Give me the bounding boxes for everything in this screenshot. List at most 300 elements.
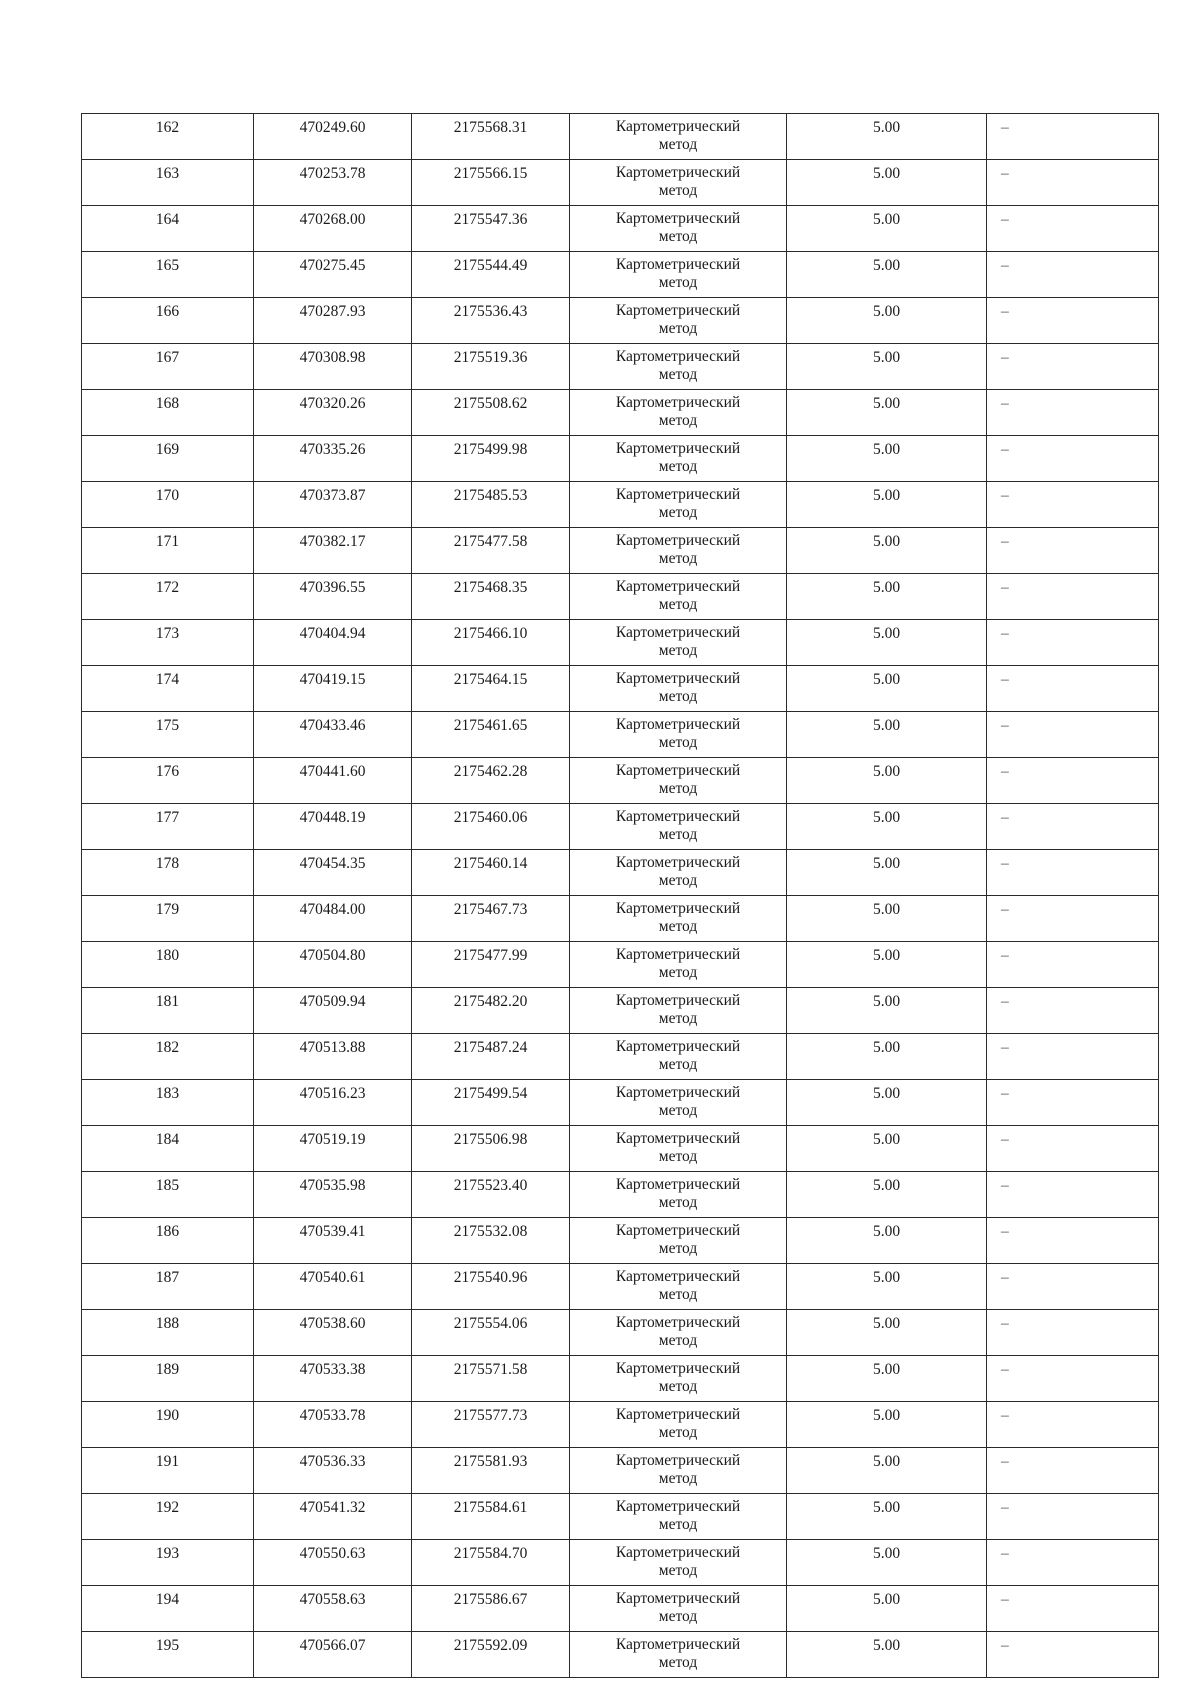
note-cell: – bbox=[987, 1632, 1159, 1678]
accuracy-cell: 5.00 bbox=[787, 712, 987, 758]
method-cell bbox=[570, 896, 787, 942]
method-label-line2: метод bbox=[658, 1654, 698, 1671]
accuracy-cell: 5.00 bbox=[787, 206, 987, 252]
point-number-cell: 180 bbox=[82, 942, 254, 988]
y-coordinate-cell: 2175460.06 bbox=[412, 804, 570, 850]
y-coordinate-cell: 2175485.53 bbox=[412, 482, 570, 528]
method-label-line1: Картометрический bbox=[615, 1590, 741, 1607]
method-label-line1: Картометрический bbox=[615, 302, 741, 319]
note-cell: – bbox=[987, 620, 1159, 666]
method-cell bbox=[570, 298, 787, 344]
method-label-line2: метод bbox=[658, 734, 698, 751]
y-coordinate-cell: 2175554.06 bbox=[412, 1310, 570, 1356]
x-coordinate-cell: 470275.45 bbox=[254, 252, 412, 298]
table-row bbox=[82, 1540, 1159, 1586]
accuracy-cell: 5.00 bbox=[787, 942, 987, 988]
table-row bbox=[82, 1632, 1159, 1678]
point-number-cell: 181 bbox=[82, 988, 254, 1034]
method-label-line1: Картометрический bbox=[615, 486, 741, 503]
x-coordinate-cell: 470566.07 bbox=[254, 1632, 412, 1678]
accuracy-cell: 5.00 bbox=[787, 988, 987, 1034]
accuracy-cell: 5.00 bbox=[787, 804, 987, 850]
method-label-line1: Картометрический bbox=[615, 946, 741, 963]
method-label-line2: метод bbox=[658, 320, 698, 337]
table-row bbox=[82, 1126, 1159, 1172]
point-number-cell: 171 bbox=[82, 528, 254, 574]
point-number-cell: 183 bbox=[82, 1080, 254, 1126]
x-coordinate-cell: 470373.87 bbox=[254, 482, 412, 528]
table-row bbox=[82, 344, 1159, 390]
x-coordinate-cell: 470308.98 bbox=[254, 344, 412, 390]
method-label-line2: метод bbox=[658, 550, 698, 567]
note-cell: – bbox=[987, 1218, 1159, 1264]
note-cell: – bbox=[987, 1126, 1159, 1172]
y-coordinate-cell: 2175464.15 bbox=[412, 666, 570, 712]
y-coordinate-cell: 2175482.20 bbox=[412, 988, 570, 1034]
method-label-line1: Картометрический bbox=[615, 900, 741, 917]
table-row bbox=[82, 988, 1159, 1034]
method-label-line1: Картометрический bbox=[615, 1176, 741, 1193]
point-number-cell: 187 bbox=[82, 1264, 254, 1310]
table-row bbox=[82, 850, 1159, 896]
accuracy-cell: 5.00 bbox=[787, 1494, 987, 1540]
method-cell bbox=[570, 1172, 787, 1218]
accuracy-cell: 5.00 bbox=[787, 1264, 987, 1310]
method-label-line1: Картометрический bbox=[615, 256, 741, 273]
point-number-cell: 164 bbox=[82, 206, 254, 252]
y-coordinate-cell: 2175532.08 bbox=[412, 1218, 570, 1264]
x-coordinate-cell: 470320.26 bbox=[254, 390, 412, 436]
method-label-line2: метод bbox=[658, 1286, 698, 1303]
x-coordinate-cell: 470535.98 bbox=[254, 1172, 412, 1218]
x-coordinate-cell: 470539.41 bbox=[254, 1218, 412, 1264]
accuracy-cell: 5.00 bbox=[787, 1540, 987, 1586]
y-coordinate-cell: 2175460.14 bbox=[412, 850, 570, 896]
table-row bbox=[82, 160, 1159, 206]
method-label-line1: Картометрический bbox=[615, 210, 741, 227]
method-label-line1: Картометрический bbox=[615, 1314, 741, 1331]
method-label-line2: метод bbox=[658, 1562, 698, 1579]
method-cell bbox=[570, 206, 787, 252]
accuracy-cell: 5.00 bbox=[787, 252, 987, 298]
point-number-cell: 189 bbox=[82, 1356, 254, 1402]
point-number-cell: 185 bbox=[82, 1172, 254, 1218]
table-row bbox=[82, 1448, 1159, 1494]
method-cell bbox=[570, 1126, 787, 1172]
y-coordinate-cell: 2175544.49 bbox=[412, 252, 570, 298]
y-coordinate-cell: 2175461.65 bbox=[412, 712, 570, 758]
table-row bbox=[82, 528, 1159, 574]
note-cell: – bbox=[987, 574, 1159, 620]
method-label-line2: метод bbox=[658, 504, 698, 521]
accuracy-cell: 5.00 bbox=[787, 620, 987, 666]
y-coordinate-cell: 2175523.40 bbox=[412, 1172, 570, 1218]
y-coordinate-cell: 2175519.36 bbox=[412, 344, 570, 390]
method-label-line1: Картометрический bbox=[615, 578, 741, 595]
table-row bbox=[82, 804, 1159, 850]
table-row bbox=[82, 114, 1159, 160]
note-cell: – bbox=[987, 1264, 1159, 1310]
method-label-line1: Картометрический bbox=[615, 164, 741, 181]
x-coordinate-cell: 470404.94 bbox=[254, 620, 412, 666]
table-row bbox=[82, 942, 1159, 988]
x-coordinate-cell: 470538.60 bbox=[254, 1310, 412, 1356]
note-cell: – bbox=[987, 988, 1159, 1034]
method-label-line2: метод bbox=[658, 1516, 698, 1533]
x-coordinate-cell: 470533.38 bbox=[254, 1356, 412, 1402]
method-cell bbox=[570, 620, 787, 666]
x-coordinate-cell: 470454.35 bbox=[254, 850, 412, 896]
method-label-line2: метод bbox=[658, 642, 698, 659]
y-coordinate-cell: 2175571.58 bbox=[412, 1356, 570, 1402]
y-coordinate-cell: 2175540.96 bbox=[412, 1264, 570, 1310]
method-label-line1: Картометрический bbox=[615, 808, 741, 825]
accuracy-cell: 5.00 bbox=[787, 1632, 987, 1678]
method-label-line1: Картометрический bbox=[615, 1498, 741, 1515]
method-label-line1: Картометрический bbox=[615, 1038, 741, 1055]
method-cell bbox=[570, 482, 787, 528]
method-cell bbox=[570, 252, 787, 298]
x-coordinate-cell: 470533.78 bbox=[254, 1402, 412, 1448]
table-row bbox=[82, 758, 1159, 804]
method-label-line2: метод bbox=[658, 1148, 698, 1165]
y-coordinate-cell: 2175536.43 bbox=[412, 298, 570, 344]
note-cell: – bbox=[987, 1494, 1159, 1540]
y-coordinate-cell: 2175547.36 bbox=[412, 206, 570, 252]
x-coordinate-cell: 470441.60 bbox=[254, 758, 412, 804]
point-number-cell: 178 bbox=[82, 850, 254, 896]
accuracy-cell: 5.00 bbox=[787, 1356, 987, 1402]
note-cell: – bbox=[987, 206, 1159, 252]
method-label-line1: Картометрический bbox=[615, 670, 741, 687]
y-coordinate-cell: 2175586.67 bbox=[412, 1586, 570, 1632]
method-label-line1: Картометрический bbox=[615, 1544, 741, 1561]
table-row bbox=[82, 1218, 1159, 1264]
point-number-cell: 174 bbox=[82, 666, 254, 712]
point-number-cell: 184 bbox=[82, 1126, 254, 1172]
method-label-line1: Картометрический bbox=[615, 1360, 741, 1377]
accuracy-cell: 5.00 bbox=[787, 114, 987, 160]
method-label-line1: Картометрический bbox=[615, 118, 741, 135]
x-coordinate-cell: 470249.60 bbox=[254, 114, 412, 160]
table-row bbox=[82, 1310, 1159, 1356]
table-row bbox=[82, 712, 1159, 758]
x-coordinate-cell: 470484.00 bbox=[254, 896, 412, 942]
accuracy-cell: 5.00 bbox=[787, 1310, 987, 1356]
method-label-line2: метод bbox=[658, 1194, 698, 1211]
note-cell: – bbox=[987, 344, 1159, 390]
method-label-line1: Картометрический bbox=[615, 1452, 741, 1469]
table-row bbox=[82, 666, 1159, 712]
method-label-line2: метод bbox=[658, 596, 698, 613]
note-cell: – bbox=[987, 1356, 1159, 1402]
table-row bbox=[82, 298, 1159, 344]
note-cell: – bbox=[987, 1540, 1159, 1586]
accuracy-cell: 5.00 bbox=[787, 1126, 987, 1172]
method-cell bbox=[570, 1632, 787, 1678]
point-number-cell: 166 bbox=[82, 298, 254, 344]
point-number-cell: 163 bbox=[82, 160, 254, 206]
method-label-line1: Картометрический bbox=[615, 624, 741, 641]
y-coordinate-cell: 2175477.58 bbox=[412, 528, 570, 574]
method-label-line1: Картометрический bbox=[615, 762, 741, 779]
table-row bbox=[82, 574, 1159, 620]
method-cell bbox=[570, 942, 787, 988]
point-number-cell: 172 bbox=[82, 574, 254, 620]
method-label-line1: Картометрический bbox=[615, 1222, 741, 1239]
accuracy-cell: 5.00 bbox=[787, 1080, 987, 1126]
accuracy-cell: 5.00 bbox=[787, 344, 987, 390]
point-number-cell: 165 bbox=[82, 252, 254, 298]
note-cell: – bbox=[987, 942, 1159, 988]
x-coordinate-cell: 470382.17 bbox=[254, 528, 412, 574]
method-label-line2: метод bbox=[658, 1470, 698, 1487]
note-cell: – bbox=[987, 1310, 1159, 1356]
accuracy-cell: 5.00 bbox=[787, 1402, 987, 1448]
note-cell: – bbox=[987, 114, 1159, 160]
x-coordinate-cell: 470513.88 bbox=[254, 1034, 412, 1080]
accuracy-cell: 5.00 bbox=[787, 1218, 987, 1264]
y-coordinate-cell: 2175462.28 bbox=[412, 758, 570, 804]
method-cell bbox=[570, 160, 787, 206]
note-cell: – bbox=[987, 298, 1159, 344]
y-coordinate-cell: 2175508.62 bbox=[412, 390, 570, 436]
table-row bbox=[82, 1586, 1159, 1632]
method-label-line2: метод bbox=[658, 780, 698, 797]
note-cell: – bbox=[987, 712, 1159, 758]
method-label-line2: метод bbox=[658, 826, 698, 843]
note-cell: – bbox=[987, 896, 1159, 942]
method-label-line2: метод bbox=[658, 918, 698, 935]
table-row bbox=[82, 206, 1159, 252]
x-coordinate-cell: 470558.63 bbox=[254, 1586, 412, 1632]
note-cell: – bbox=[987, 666, 1159, 712]
method-label-line2: метод bbox=[658, 136, 698, 153]
x-coordinate-cell: 470287.93 bbox=[254, 298, 412, 344]
point-number-cell: 188 bbox=[82, 1310, 254, 1356]
note-cell: – bbox=[987, 1172, 1159, 1218]
method-label-line2: метод bbox=[658, 964, 698, 981]
method-label-line1: Картометрический bbox=[615, 716, 741, 733]
x-coordinate-cell: 470519.19 bbox=[254, 1126, 412, 1172]
y-coordinate-cell: 2175468.35 bbox=[412, 574, 570, 620]
method-cell bbox=[570, 712, 787, 758]
method-label-line1: Картометрический bbox=[615, 992, 741, 1009]
point-number-cell: 177 bbox=[82, 804, 254, 850]
note-cell: – bbox=[987, 160, 1159, 206]
y-coordinate-cell: 2175584.70 bbox=[412, 1540, 570, 1586]
table-row bbox=[82, 1080, 1159, 1126]
method-cell bbox=[570, 804, 787, 850]
method-label-line2: метод bbox=[658, 1010, 698, 1027]
table-row bbox=[82, 390, 1159, 436]
note-cell: – bbox=[987, 1034, 1159, 1080]
table-row bbox=[82, 1172, 1159, 1218]
method-cell bbox=[570, 390, 787, 436]
y-coordinate-cell: 2175568.31 bbox=[412, 114, 570, 160]
point-number-cell: 191 bbox=[82, 1448, 254, 1494]
accuracy-cell: 5.00 bbox=[787, 298, 987, 344]
accuracy-cell: 5.00 bbox=[787, 574, 987, 620]
note-cell: – bbox=[987, 1448, 1159, 1494]
accuracy-cell: 5.00 bbox=[787, 1586, 987, 1632]
y-coordinate-cell: 2175566.15 bbox=[412, 160, 570, 206]
method-cell bbox=[570, 114, 787, 160]
method-cell bbox=[570, 1494, 787, 1540]
point-number-cell: 193 bbox=[82, 1540, 254, 1586]
y-coordinate-cell: 2175577.73 bbox=[412, 1402, 570, 1448]
x-coordinate-cell: 470509.94 bbox=[254, 988, 412, 1034]
y-coordinate-cell: 2175506.98 bbox=[412, 1126, 570, 1172]
point-number-cell: 168 bbox=[82, 390, 254, 436]
method-label-line1: Картометрический bbox=[615, 532, 741, 549]
table-row bbox=[82, 1356, 1159, 1402]
accuracy-cell: 5.00 bbox=[787, 1448, 987, 1494]
accuracy-cell: 5.00 bbox=[787, 482, 987, 528]
x-coordinate-cell: 470396.55 bbox=[254, 574, 412, 620]
method-cell bbox=[570, 436, 787, 482]
x-coordinate-cell: 470550.63 bbox=[254, 1540, 412, 1586]
table-row bbox=[82, 436, 1159, 482]
x-coordinate-cell: 470536.33 bbox=[254, 1448, 412, 1494]
point-number-cell: 194 bbox=[82, 1586, 254, 1632]
method-cell bbox=[570, 1586, 787, 1632]
method-cell bbox=[570, 574, 787, 620]
method-label-line2: метод bbox=[658, 872, 698, 889]
table-row bbox=[82, 1034, 1159, 1080]
x-coordinate-cell: 470540.61 bbox=[254, 1264, 412, 1310]
accuracy-cell: 5.00 bbox=[787, 1034, 987, 1080]
point-number-cell: 162 bbox=[82, 114, 254, 160]
table-row bbox=[82, 482, 1159, 528]
note-cell: – bbox=[987, 804, 1159, 850]
method-label-line2: метод bbox=[658, 1378, 698, 1395]
table-row bbox=[82, 896, 1159, 942]
accuracy-cell: 5.00 bbox=[787, 1172, 987, 1218]
note-cell: – bbox=[987, 252, 1159, 298]
method-cell bbox=[570, 850, 787, 896]
note-cell: – bbox=[987, 528, 1159, 574]
x-coordinate-cell: 470253.78 bbox=[254, 160, 412, 206]
method-cell bbox=[570, 1448, 787, 1494]
method-cell bbox=[570, 1218, 787, 1264]
method-label-line1: Картометрический bbox=[615, 1636, 741, 1653]
method-label-line1: Картометрический bbox=[615, 1084, 741, 1101]
note-cell: – bbox=[987, 390, 1159, 436]
y-coordinate-cell: 2175584.61 bbox=[412, 1494, 570, 1540]
accuracy-cell: 5.00 bbox=[787, 528, 987, 574]
x-coordinate-cell: 470541.32 bbox=[254, 1494, 412, 1540]
y-coordinate-cell: 2175477.99 bbox=[412, 942, 570, 988]
x-coordinate-cell: 470516.23 bbox=[254, 1080, 412, 1126]
note-cell: – bbox=[987, 482, 1159, 528]
method-label-line1: Картометрический bbox=[615, 440, 741, 457]
point-number-cell: 173 bbox=[82, 620, 254, 666]
y-coordinate-cell: 2175467.73 bbox=[412, 896, 570, 942]
point-number-cell: 186 bbox=[82, 1218, 254, 1264]
accuracy-cell: 5.00 bbox=[787, 758, 987, 804]
coordinates-table-body bbox=[82, 114, 1159, 1678]
note-cell: – bbox=[987, 436, 1159, 482]
coordinates-table bbox=[81, 113, 1159, 1678]
y-coordinate-cell: 2175499.98 bbox=[412, 436, 570, 482]
method-label-line1: Картометрический bbox=[615, 854, 741, 871]
table-row bbox=[82, 1264, 1159, 1310]
method-cell bbox=[570, 1310, 787, 1356]
method-cell bbox=[570, 1080, 787, 1126]
method-cell bbox=[570, 1356, 787, 1402]
y-coordinate-cell: 2175499.54 bbox=[412, 1080, 570, 1126]
table-row bbox=[82, 620, 1159, 666]
point-number-cell: 176 bbox=[82, 758, 254, 804]
method-label-line2: метод bbox=[658, 228, 698, 245]
method-label-line1: Картометрический bbox=[615, 394, 741, 411]
method-label-line2: метод bbox=[658, 688, 698, 705]
x-coordinate-cell: 470335.26 bbox=[254, 436, 412, 482]
method-cell bbox=[570, 1402, 787, 1448]
method-label-line2: метод bbox=[658, 1332, 698, 1349]
point-number-cell: 182 bbox=[82, 1034, 254, 1080]
method-label-line2: метод bbox=[658, 366, 698, 383]
method-label-line2: метод bbox=[658, 182, 698, 199]
method-label-line2: метод bbox=[658, 1102, 698, 1119]
method-cell bbox=[570, 988, 787, 1034]
y-coordinate-cell: 2175592.09 bbox=[412, 1632, 570, 1678]
x-coordinate-cell: 470448.19 bbox=[254, 804, 412, 850]
point-number-cell: 169 bbox=[82, 436, 254, 482]
method-cell bbox=[570, 1034, 787, 1080]
table-row bbox=[82, 1494, 1159, 1540]
point-number-cell: 167 bbox=[82, 344, 254, 390]
method-cell bbox=[570, 344, 787, 390]
table-row bbox=[82, 1402, 1159, 1448]
method-cell bbox=[570, 528, 787, 574]
x-coordinate-cell: 470504.80 bbox=[254, 942, 412, 988]
accuracy-cell: 5.00 bbox=[787, 160, 987, 206]
method-cell bbox=[570, 1540, 787, 1586]
y-coordinate-cell: 2175487.24 bbox=[412, 1034, 570, 1080]
method-label-line2: метод bbox=[658, 274, 698, 291]
note-cell: – bbox=[987, 1586, 1159, 1632]
point-number-cell: 179 bbox=[82, 896, 254, 942]
method-label-line2: метод bbox=[658, 1424, 698, 1441]
x-coordinate-cell: 470433.46 bbox=[254, 712, 412, 758]
method-label-line2: метод bbox=[658, 1608, 698, 1625]
y-coordinate-cell: 2175581.93 bbox=[412, 1448, 570, 1494]
method-label-line1: Картометрический bbox=[615, 1268, 741, 1285]
method-label-line1: Картометрический bbox=[615, 1406, 741, 1423]
accuracy-cell: 5.00 bbox=[787, 666, 987, 712]
accuracy-cell: 5.00 bbox=[787, 436, 987, 482]
point-number-cell: 175 bbox=[82, 712, 254, 758]
point-number-cell: 195 bbox=[82, 1632, 254, 1678]
note-cell: – bbox=[987, 1080, 1159, 1126]
method-label-line2: метод bbox=[658, 412, 698, 429]
accuracy-cell: 5.00 bbox=[787, 896, 987, 942]
x-coordinate-cell: 470419.15 bbox=[254, 666, 412, 712]
point-number-cell: 190 bbox=[82, 1402, 254, 1448]
method-cell bbox=[570, 1264, 787, 1310]
method-cell bbox=[570, 666, 787, 712]
method-label-line2: метод bbox=[658, 1240, 698, 1257]
point-number-cell: 192 bbox=[82, 1494, 254, 1540]
y-coordinate-cell: 2175466.10 bbox=[412, 620, 570, 666]
method-cell bbox=[570, 758, 787, 804]
x-coordinate-cell: 470268.00 bbox=[254, 206, 412, 252]
note-cell: – bbox=[987, 758, 1159, 804]
accuracy-cell: 5.00 bbox=[787, 390, 987, 436]
table-row bbox=[82, 252, 1159, 298]
